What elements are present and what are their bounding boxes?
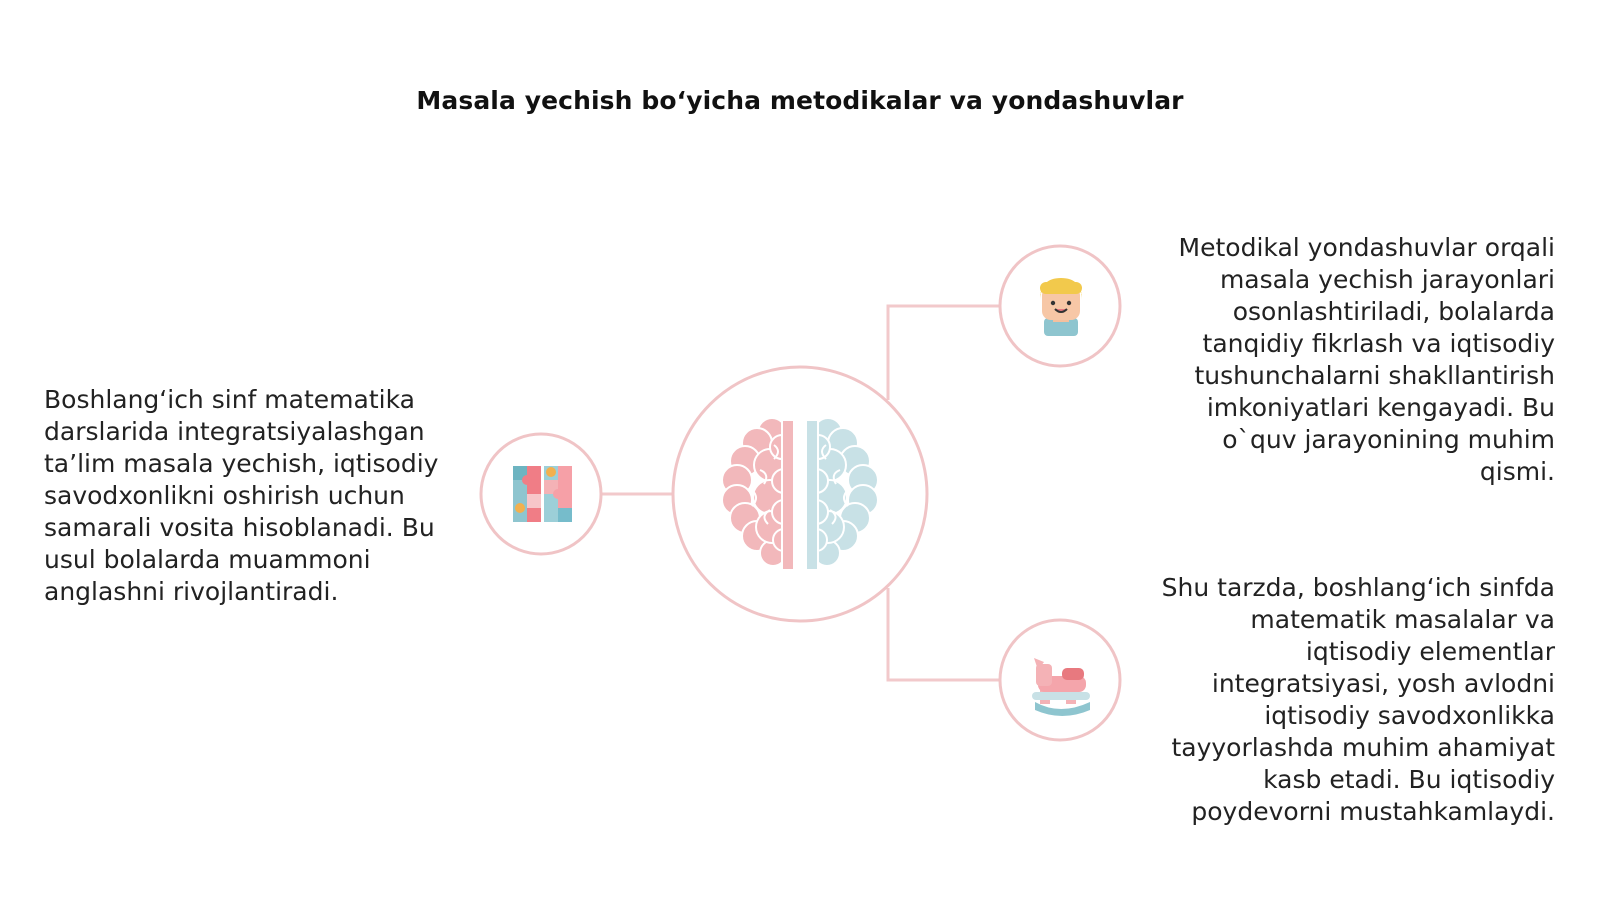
top-right-description: Metodikal yondashuvlar orqali masala yechish jarayonlari osonlashtiriladi, bolalarda tanqidiy fikrlash va iqtisodiy tushunchalarni shakllantirish imkoniyatlari kengayadi. Bu o`quv jarayonining muhim qismi. [1178, 233, 1555, 486]
page-title: Masala yechish bo‘yicha metodikalar va yondashuvlar [416, 86, 1184, 115]
child-icon [1040, 278, 1082, 336]
connector-bottom-right [888, 588, 999, 680]
bottom-right-description: Shu tarzda, boshlang‘ich sinfda matematik masalalar va iqtisodiy elementlar integratsiyasi, yosh avlodni iqtisodiy savodxonlikka tayyorlashda muhim ahamiyat kasb etadi. Bu iqtisodiy poydevorni mustahkamlaydi. [1161, 573, 1555, 826]
left-node [481, 434, 601, 554]
top-right-node [1000, 246, 1120, 366]
connector-top-right [888, 306, 999, 400]
bottom-right-node [1000, 620, 1120, 740]
left-description: Boshlang‘ich sinf matematika darslarida integratsiyalashgan ta’lim masala yechish, iqtisodiy savodxonlikni oshirish uchun samarali vosita hisoblanadi. Bu usul bolalarda muammoni anglashni rivojlantiradi. [44, 385, 439, 606]
center-node [673, 367, 927, 621]
